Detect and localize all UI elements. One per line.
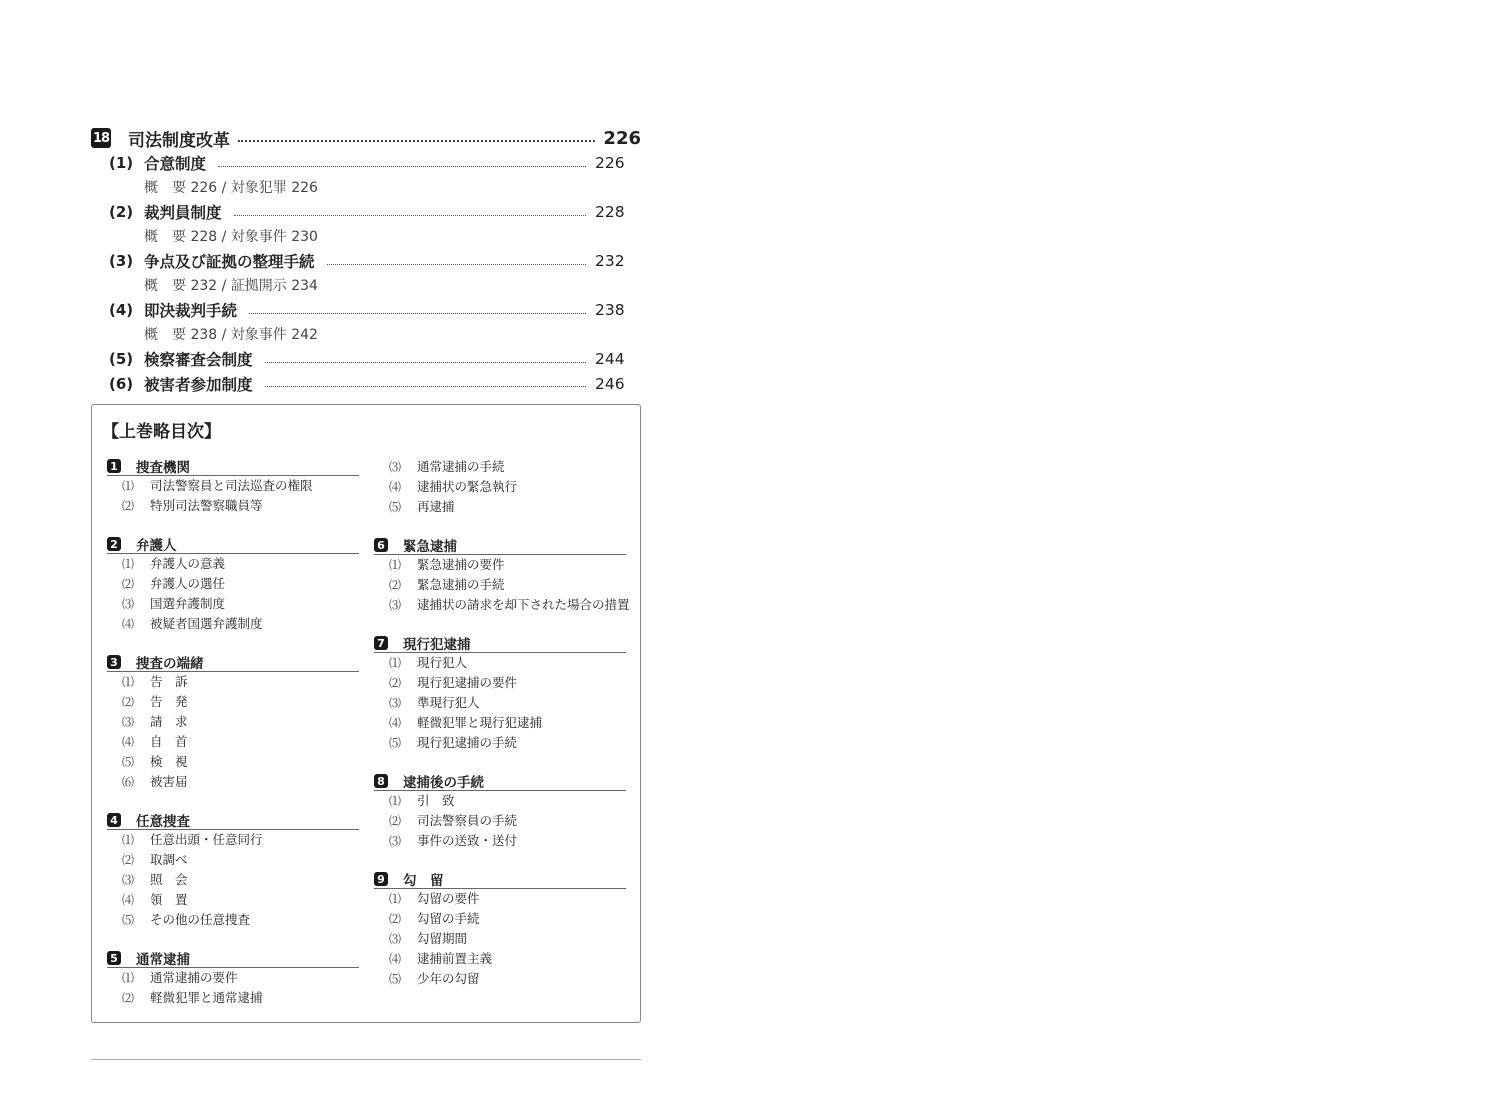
toc-section-entry[interactable]: [109, 298, 623, 323]
item-title: 照 会: [150, 872, 188, 887]
section-title: 合意制度: [144, 155, 207, 174]
item-title: 検 視: [150, 754, 188, 769]
section-page: 228: [595, 203, 625, 222]
section-number: (2): [109, 203, 134, 222]
chapter-number-badge: 5: [107, 951, 121, 965]
item-number: ⑵: [389, 912, 402, 926]
section-page: 226: [595, 154, 625, 173]
dot-leader: [265, 362, 586, 363]
item-number: ⑸: [122, 755, 135, 769]
item-number: ⑵: [389, 814, 402, 828]
summary-item: [374, 811, 626, 831]
item-title: 司法警察員の手続: [417, 813, 518, 828]
item-number: ⑴: [122, 479, 135, 493]
item-number: ⑴: [122, 971, 135, 985]
section-page: 238: [595, 301, 625, 320]
summary-chapter: [107, 653, 359, 792]
item-title: 軽微犯罪と通常逮捕: [150, 990, 263, 1005]
item-title: 被疑者国選弁護制度: [150, 616, 263, 631]
item-number: ⑷: [389, 480, 402, 494]
item-title: 取調べ: [150, 852, 188, 867]
summary-item: [374, 673, 626, 693]
summary-chapter-title: 捜査機関: [136, 460, 190, 476]
dot-leader: [249, 313, 586, 314]
item-number: ⑸: [389, 500, 402, 514]
item-title: その他の任意捜査: [150, 912, 251, 927]
item-number: ⑸: [122, 913, 135, 927]
chapter-title: 司法制度改革: [128, 130, 230, 151]
summary-chapter-title: 緊急逮捕: [403, 539, 457, 555]
summary-chapter-heading: [107, 811, 359, 830]
section-number: (5): [109, 350, 134, 369]
summary-item: [107, 910, 359, 930]
item-title: 緊急逮捕の要件: [417, 557, 505, 572]
item-title: 逮捕状の緊急執行: [417, 479, 518, 494]
item-title: 国選弁護制度: [150, 596, 226, 611]
toc-section-entry[interactable]: [109, 200, 623, 225]
item-number: ⑴: [122, 557, 135, 571]
summary-item: [107, 988, 359, 1008]
toc-section-entry[interactable]: [109, 372, 623, 397]
summary-item: [374, 653, 626, 673]
dot-leader: [238, 140, 595, 142]
box-title: 【上巻略目次】: [102, 422, 221, 442]
item-number: ⑶: [389, 932, 402, 946]
summary-chapter-title: 逮捕後の手続: [403, 775, 484, 791]
summary-item: [374, 555, 626, 575]
summary-item: [374, 575, 626, 595]
section-number: (1): [109, 154, 134, 173]
summary-item: [374, 909, 626, 929]
summary-item: [107, 614, 359, 634]
item-number: ⑴: [389, 794, 402, 808]
summary-item: [107, 732, 359, 752]
item-title: 告 訴: [150, 674, 188, 689]
item-number: ⑶: [122, 597, 135, 611]
summary-item: [374, 949, 626, 969]
summary-item: [374, 713, 626, 733]
item-number: ⑸: [389, 972, 402, 986]
summary-chapter: [374, 536, 630, 615]
summary-chapter: [374, 634, 626, 753]
item-title: 弁護人の選任: [150, 576, 226, 591]
item-title: 通常逮捕の手続: [417, 459, 505, 474]
item-number: ⑷: [389, 716, 402, 730]
section-page: 246: [595, 374, 625, 393]
chapter-page: 226: [603, 127, 641, 149]
table-of-contents: [91, 125, 641, 396]
item-number: ⑵: [122, 577, 135, 591]
item-title: 勾留の要件: [417, 891, 480, 906]
summary-chapter-heading: [374, 772, 626, 791]
section-title: 検察審査会制度: [144, 351, 253, 370]
summary-item: [374, 595, 630, 615]
volume-one-summary-box: [91, 404, 641, 1023]
summary-chapter-heading: [107, 653, 359, 672]
summary-item: [374, 791, 626, 811]
toc-section-entry[interactable]: [109, 347, 623, 372]
summary-item: [107, 890, 359, 910]
item-title: 現行犯人: [417, 655, 468, 670]
summary-item: [107, 554, 359, 574]
summary-chapter-title: 任意捜査: [136, 814, 190, 830]
summary-chapter-title: 勾 留: [403, 873, 444, 889]
summary-item: [107, 692, 359, 712]
summary-left-column: [107, 457, 359, 1027]
summary-item: [374, 693, 626, 713]
summary-item: [107, 850, 359, 870]
summary-item: [107, 752, 359, 772]
summary-item: [107, 772, 359, 792]
item-number: ⑴: [389, 656, 402, 670]
summary-chapter-title: 通常逮捕: [136, 952, 190, 968]
summary-item: [107, 574, 359, 594]
summary-chapter: [107, 949, 359, 1008]
summary-chapter: [107, 457, 359, 516]
section-title: 争点及び証拠の整理手続: [144, 253, 315, 272]
summary-item: [107, 672, 359, 692]
item-title: 逮捕前置主義: [417, 951, 493, 966]
item-title: 領 置: [150, 892, 188, 907]
item-title: 少年の勾留: [417, 971, 480, 986]
summary-chapter-heading: [107, 949, 359, 968]
item-number: ⑵: [122, 991, 135, 1005]
summary-chapter: [374, 772, 626, 851]
summary-item: [107, 830, 359, 850]
item-title: 現行犯逮捕の手続: [417, 735, 518, 750]
summary-item: [374, 457, 626, 477]
item-title: 再逮捕: [417, 499, 455, 514]
footer-rule: [91, 1059, 641, 1060]
chapter-number-badge: 18: [91, 128, 111, 148]
summary-chapter-title: 現行犯逮捕: [403, 637, 471, 653]
item-number: ⑴: [389, 558, 402, 572]
summary-chapter-heading: [107, 457, 359, 476]
item-title: 逮捕状の請求を却下された場合の措置: [417, 597, 630, 612]
summary-chapter-title: 捜査の端緒: [136, 656, 204, 672]
toc-section-entry[interactable]: [109, 249, 623, 274]
section-subtopics: 概 要 228 / 対象事件 230: [144, 228, 318, 245]
item-number: ⑴: [122, 833, 135, 847]
summary-item: [374, 733, 626, 753]
chapter-number-badge: 8: [374, 774, 388, 788]
section-title: 裁判員制度: [144, 204, 222, 223]
section-subtopics: 概 要 232 / 証拠開示 234: [144, 277, 318, 294]
summary-continuation: [374, 457, 626, 517]
item-number: ⑷: [122, 735, 135, 749]
summary-item: [374, 889, 626, 909]
summary-item: [107, 476, 359, 496]
item-title: 引 致: [417, 793, 455, 808]
summary-right-column: [374, 457, 630, 1008]
item-number: ⑶: [122, 715, 135, 729]
section-title: 被害者参加制度: [144, 375, 253, 394]
summary-chapter: [107, 535, 359, 634]
section-subtopics: 概 要 238 / 対象事件 242: [144, 326, 318, 343]
item-number: ⑶: [389, 696, 402, 710]
section-number: (4): [109, 301, 134, 320]
item-number: ⑶: [389, 460, 402, 474]
item-number: ⑵: [122, 853, 135, 867]
summary-chapter-heading: [374, 870, 626, 889]
section-title: 即決裁判手続: [144, 302, 238, 321]
item-number: ⑷: [389, 952, 402, 966]
item-number: ⑴: [389, 892, 402, 906]
item-title: 準現行犯人: [417, 695, 480, 710]
dot-leader: [327, 264, 586, 265]
summary-item: [107, 594, 359, 614]
section-number: (3): [109, 252, 134, 271]
item-number: ⑸: [389, 736, 402, 750]
chapter-entry[interactable]: [91, 125, 641, 151]
item-number: ⑴: [122, 675, 135, 689]
summary-chapter-heading: [107, 535, 359, 554]
item-title: 勾留の手続: [417, 911, 480, 926]
chapter-number-badge: 4: [107, 813, 121, 827]
item-title: 被害届: [150, 774, 188, 789]
item-title: 特別司法警察職員等: [150, 498, 263, 513]
summary-item: [107, 712, 359, 732]
summary-item: [374, 477, 626, 497]
section-subtopics: 概 要 226 / 対象犯罪 226: [144, 179, 318, 196]
summary-chapter-heading: [374, 634, 626, 653]
item-title: 現行犯逮捕の要件: [417, 675, 518, 690]
summary-item: [374, 929, 626, 949]
item-title: 事件の送致・送付: [417, 833, 518, 848]
summary-item: [374, 831, 626, 851]
summary-item: [374, 969, 626, 989]
item-number: ⑶: [122, 873, 135, 887]
item-title: 司法警察員と司法巡査の権限: [150, 478, 313, 493]
item-title: 自 首: [150, 734, 188, 749]
chapter-number-badge: 6: [374, 538, 388, 552]
item-title: 弁護人の意義: [150, 556, 226, 571]
item-number: ⑹: [122, 775, 135, 789]
summary-chapter-heading: [374, 536, 626, 555]
item-number: ⑵: [389, 676, 402, 690]
chapter-number-badge: 7: [374, 636, 388, 650]
item-title: 告 発: [150, 694, 188, 709]
item-number: ⑶: [389, 834, 402, 848]
item-number: ⑷: [122, 617, 135, 631]
summary-item: [107, 968, 359, 988]
dot-leader: [265, 386, 586, 387]
item-number: ⑶: [389, 598, 402, 612]
summary-chapter: [107, 811, 359, 930]
chapter-number-badge: 9: [374, 872, 388, 886]
summary-item: [107, 496, 359, 516]
dot-leader: [234, 215, 586, 216]
item-number: ⑵: [389, 578, 402, 592]
item-title: 任意出頭・任意同行: [150, 832, 263, 847]
item-title: 勾留期間: [417, 931, 468, 946]
item-title: 請 求: [150, 714, 188, 729]
item-title: 通常逮捕の要件: [150, 970, 238, 985]
chapter-number-badge: 1: [107, 459, 121, 473]
summary-item: [374, 497, 626, 517]
section-page: 244: [595, 350, 625, 369]
section-page: 232: [595, 252, 625, 271]
item-number: ⑵: [122, 499, 135, 513]
dot-leader: [218, 166, 586, 167]
toc-section-entry[interactable]: [109, 151, 623, 176]
item-number: ⑵: [122, 695, 135, 709]
summary-chapter: [374, 870, 626, 989]
summary-item: [107, 870, 359, 890]
chapter-number-badge: 2: [107, 537, 121, 551]
summary-chapter-title: 弁護人: [136, 538, 177, 554]
item-title: 緊急逮捕の手続: [417, 577, 505, 592]
item-title: 軽微犯罪と現行犯逮捕: [417, 715, 543, 730]
chapter-number-badge: 3: [107, 655, 121, 669]
section-number: (6): [109, 374, 134, 393]
item-number: ⑷: [122, 893, 135, 907]
